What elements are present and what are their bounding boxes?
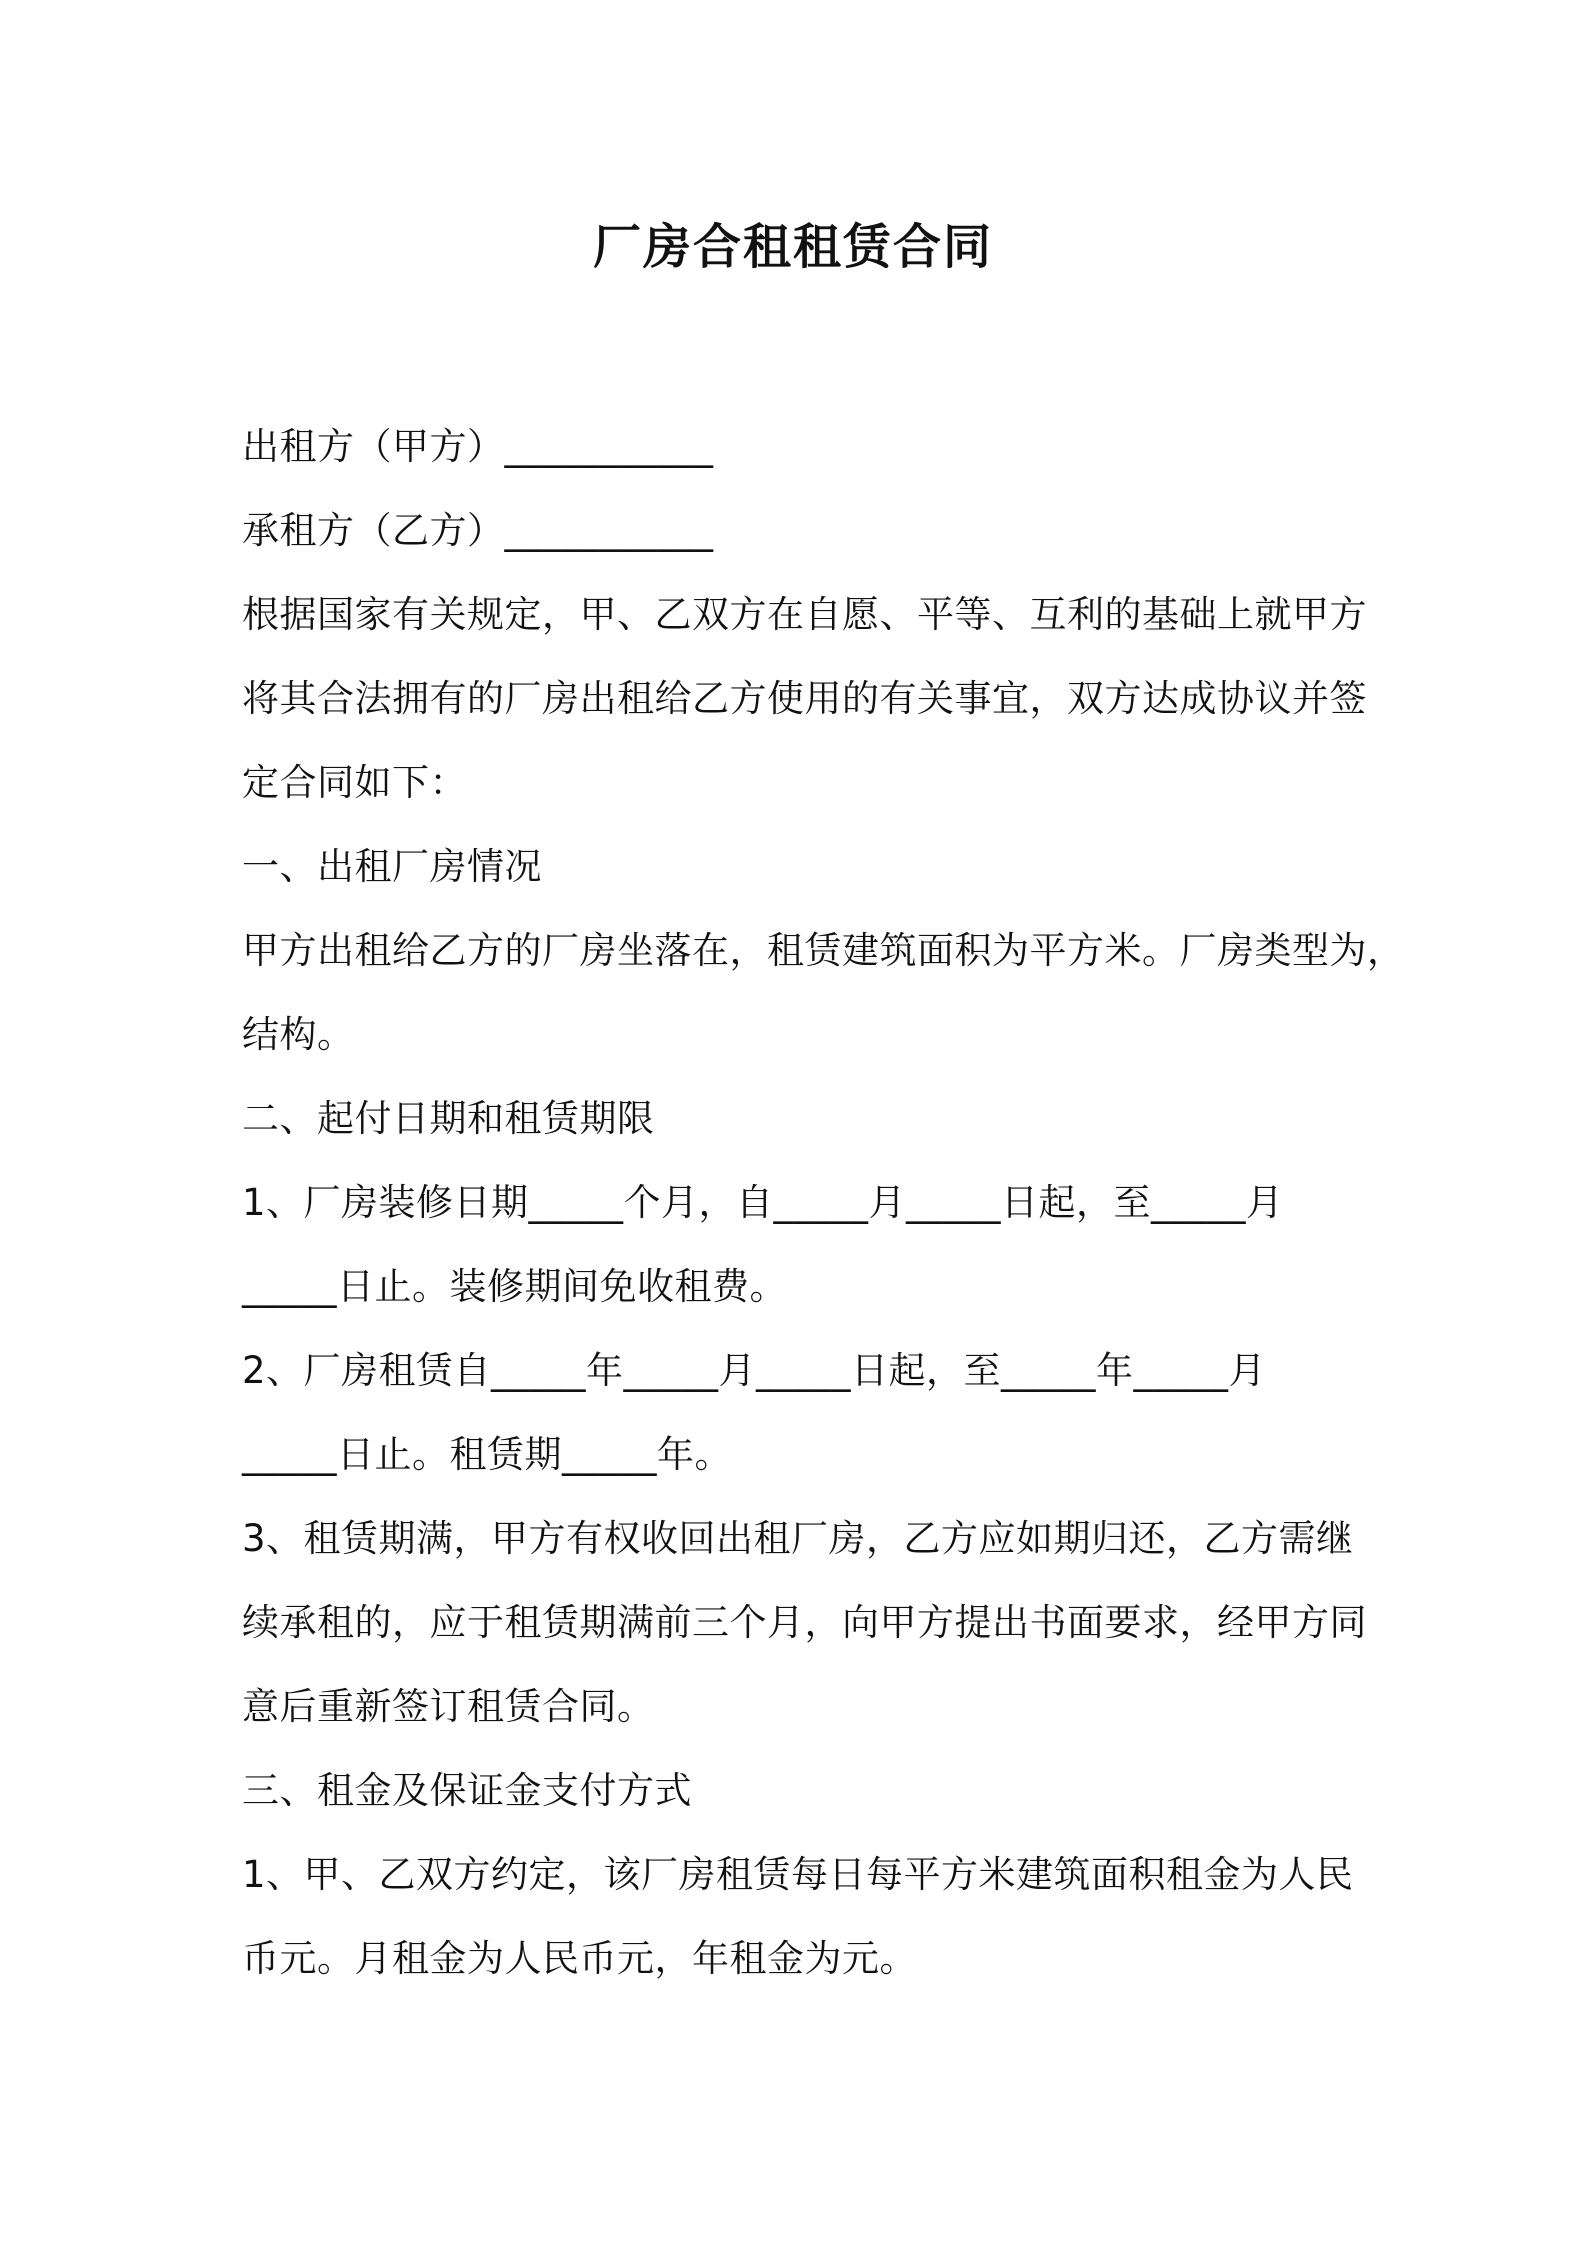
document-body bbox=[242, 405, 1405, 2001]
clause-line: 2、厂房租赁自_____年_____月_____日起，至_____年_____月 bbox=[242, 1349, 1267, 1392]
lessee-line: 承租方（乙方）___________ bbox=[242, 509, 714, 552]
paragraph-line: 甲方出租给乙方的厂房坐落在，租赁建筑面积为平方米。厂房类型为， bbox=[242, 929, 1405, 972]
preamble-line-1: 根据国家有关规定，甲、乙双方在自愿、平等、互利的基础上就甲方 bbox=[242, 593, 1367, 636]
section-heading-1: 一、出租厂房情况 bbox=[242, 845, 542, 888]
clause-line: 1、厂房装修日期_____个月，自_____月_____日起，至_____月 bbox=[242, 1181, 1284, 1224]
clause-line: 3、租赁期满，甲方有权收回出租厂房，乙方应如期归还，乙方需继 bbox=[242, 1517, 1354, 1560]
lessor-line: 出租方（甲方）___________ bbox=[242, 425, 714, 468]
clause-line: 续承租的，应于租赁期满前三个月，向甲方提出书面要求，经甲方同 bbox=[242, 1601, 1367, 1644]
paragraph-line: 结构。 bbox=[242, 1013, 355, 1056]
clause-line: _____日止。租赁期_____年。 bbox=[242, 1433, 732, 1476]
section-heading-3: 三、租金及保证金支付方式 bbox=[242, 1769, 692, 1812]
clause-line: 币元。月租金为人民币元，年租金为元。 bbox=[242, 1937, 917, 1980]
clause-line: _____日止。装修期间免收租费。 bbox=[242, 1265, 787, 1308]
clause-line: 1、甲、乙双方约定，该厂房租赁每日每平方米建筑面积租金为人民 bbox=[242, 1853, 1354, 1896]
preamble-line-2: 将其合法拥有的厂房出租给乙方使用的有关事宜，双方达成协议并签 bbox=[242, 677, 1367, 720]
document-title: 厂房合租租赁合同 bbox=[592, 219, 993, 275]
clause-line: 意后重新签订租赁合同。 bbox=[242, 1685, 655, 1728]
preamble-line-3: 定合同如下： bbox=[242, 761, 467, 804]
section-heading-2: 二、起付日期和租赁期限 bbox=[242, 1097, 655, 1140]
